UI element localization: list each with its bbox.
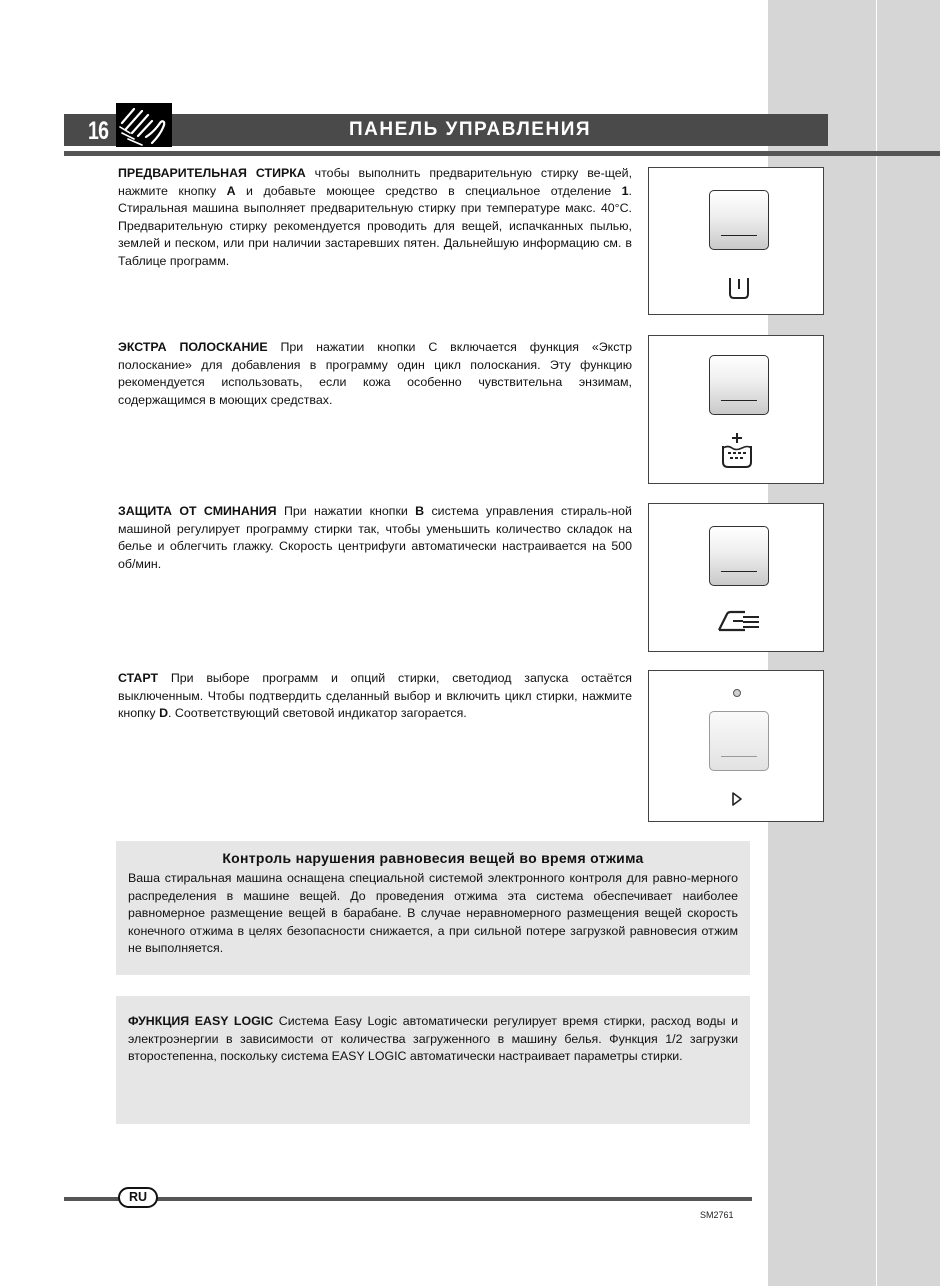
anti-crease-text-2: система управления стираль-ной машиной регулирует программу стирки так, чтобы уменьшить количество складок на белье и облегчить глажку. Скорость центрифуги автоматически настраивается на 500 об/мин. [118, 504, 632, 571]
language-badge: RU [118, 1187, 158, 1208]
hand-icon [116, 103, 172, 147]
side-strip [877, 0, 940, 1286]
balance-control-box [116, 841, 750, 975]
anti-crease-button[interactable] [709, 526, 769, 586]
start-title: СТАРТ [118, 671, 159, 685]
start-play-icon [731, 791, 743, 807]
button-letter-a: A [226, 183, 236, 198]
document-code: SM2761 [700, 1210, 734, 1220]
extra-rinse-button[interactable] [709, 355, 769, 415]
anti-crease-section [118, 503, 632, 573]
header-title: ПАНЕЛЬ УПРАВЛЕНИЯ [348, 119, 592, 140]
prewash-text-2: и добавьте моющее средство в специальное отделение [235, 183, 622, 198]
prewash-text-1: чтобы выполнить предварительную стирку ве-щей, нажмите кнопку [118, 166, 633, 198]
extra-rinse-panel [648, 335, 824, 484]
easy-logic-paragraph [116, 1013, 750, 1066]
balance-control-title: Контроль нарушения равновесия вещей во время отжима [222, 850, 644, 866]
easy-logic-title: ФУНКЦИЯ EASY LOGIC [128, 1014, 274, 1028]
footer-rule [64, 1197, 752, 1201]
anti-crease-text-1: При нажатии кнопки [276, 504, 416, 518]
prewash-panel [648, 167, 824, 315]
extra-rinse-section [118, 339, 632, 409]
extra-rinse-tub-icon [720, 432, 754, 470]
prewash-section [118, 165, 632, 271]
page-number: 16 [88, 117, 109, 145]
prewash-title: ПРЕДВАРИТЕЛЬНАЯ СТИРКА [118, 166, 306, 180]
button-letter-b: B [415, 504, 425, 518]
prewash-text-3: . Стиральная машина выполняет предварительную стирку при температуре макс. 40°С. Предварительную стирку рекомендуется проводить для вещей, испачканных пылью, землей и песком, или при наличии застаревших пятен. Дальнейшую информацию см. в Таблице программ. [118, 183, 632, 268]
prewash-tub-icon [726, 276, 752, 300]
balance-control-text: Ваша стиральная машина оснащена специальной системой электронного контроля для равно-мерного распределения в машине вещей. До проведения отжима эта система обеспечивает наиболее равномерное размещение вещей в барабане. В случае неравномерного размещения вещей скорость конечного отжима в целях безопасности снижается, а при сильной потере загрузкой равновесия отжим не выполняется. [128, 871, 738, 956]
start-led-indicator [733, 689, 741, 697]
start-text-1: При выборе программ и опций стирки, светодиод запуска остаётся выключенным. Чтобы подтвердить сделанный выбор и включить цикл стирки, нажмите кнопку [118, 671, 632, 721]
start-section [118, 670, 632, 723]
extra-rinse-text: При нажатии кнопки С включается функция «Экстр полоскание» для добавления в программу один цикл полоскания. Эту функцию рекомендуется использовать, если кожа особенно чувствительна энзимам, содержащимся в моющих средствах. [118, 340, 632, 407]
prewash-button[interactable] [709, 190, 769, 250]
anti-crease-title: ЗАЩИТА ОТ СМИНАНИЯ [118, 504, 277, 518]
extra-rinse-title: ЭКСТРА ПОЛОСКАНИЕ [118, 340, 268, 354]
iron-icon [717, 608, 761, 634]
anti-crease-panel [648, 503, 824, 652]
easy-logic-box [116, 996, 750, 1124]
start-button[interactable] [709, 711, 769, 771]
start-panel [648, 670, 824, 822]
compartment-number: 1 [621, 183, 629, 198]
start-text-2: . Соответствующий световой индикатор загорается. [168, 706, 467, 721]
header-rule [64, 151, 940, 156]
button-letter-d: D [159, 706, 169, 721]
easy-logic-text: Система Easy Logic автоматически регулирует время стирки, расход воды и электроэнергии в зависимости от количества загруженного в машину белья. Функция 1/2 загрузки второстепенна, поскольку система EASY LOGIC автоматически настраивает параметры стирки. [128, 1014, 739, 1064]
